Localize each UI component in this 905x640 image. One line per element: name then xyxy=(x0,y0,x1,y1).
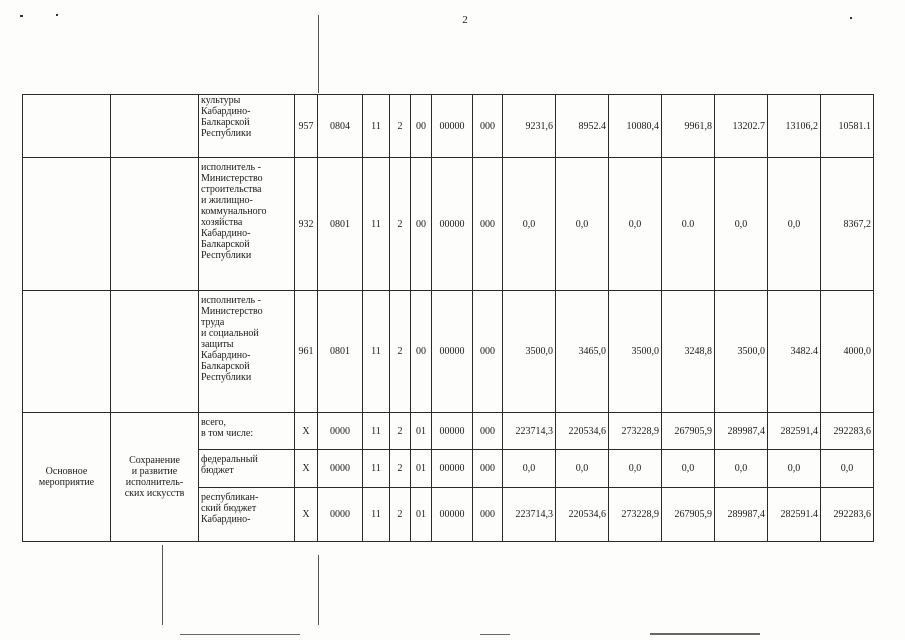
target-article-part: 00000 xyxy=(432,488,473,542)
empty-status-cell xyxy=(23,95,111,158)
scan-speck xyxy=(20,15,23,17)
target-article-part: 11 xyxy=(363,413,390,450)
value-cell: 273228,9 xyxy=(609,488,662,542)
target-article-part: 2 xyxy=(390,95,411,158)
value-cell: 3465,0 xyxy=(556,291,609,413)
target-article-part: 00000 xyxy=(432,450,473,488)
target-article-part: 2 xyxy=(390,488,411,542)
value-cell: 292283,6 xyxy=(821,488,874,542)
value-cell: 13202.7 xyxy=(715,95,768,158)
table-row xyxy=(23,95,874,158)
table-row xyxy=(23,413,874,450)
page-number: 2 xyxy=(462,14,468,26)
value-cell: 0,0 xyxy=(556,450,609,488)
expense-type-code: 000 xyxy=(473,413,503,450)
rzpr-code: 0801 xyxy=(318,158,363,291)
value-cell: 0.0 xyxy=(662,158,715,291)
target-article-part: 01 xyxy=(411,488,432,542)
scan-speck xyxy=(850,17,852,19)
value-cell: 267905,9 xyxy=(662,413,715,450)
value-cell: 267905,9 xyxy=(662,488,715,542)
target-article-part: 00000 xyxy=(432,291,473,413)
value-cell: 223714,3 xyxy=(503,488,556,542)
rzpr-code: 0000 xyxy=(318,488,363,542)
target-article-part: 00 xyxy=(411,158,432,291)
expense-type-code: 000 xyxy=(473,158,503,291)
value-cell: 0,0 xyxy=(662,450,715,488)
value-cell: 282591,4 xyxy=(768,413,821,450)
value-cell: 0,0 xyxy=(609,450,662,488)
target-article-part: 2 xyxy=(390,450,411,488)
value-cell: 282591.4 xyxy=(768,488,821,542)
scan-edge-line xyxy=(180,634,300,635)
empty-name-cell xyxy=(111,291,199,413)
scan-fold-line xyxy=(318,555,319,625)
value-cell: 223714,3 xyxy=(503,413,556,450)
value-cell: 3500,0 xyxy=(715,291,768,413)
value-cell: 0,0 xyxy=(503,158,556,291)
value-cell: 3248,8 xyxy=(662,291,715,413)
target-article-part: 11 xyxy=(363,95,390,158)
value-cell: 0,0 xyxy=(715,450,768,488)
target-article-part: 01 xyxy=(411,413,432,450)
target-article-part: 2 xyxy=(390,413,411,450)
table-row xyxy=(23,158,874,291)
value-cell: 9961,8 xyxy=(662,95,715,158)
empty-status-cell xyxy=(23,291,111,413)
empty-status-cell xyxy=(23,158,111,291)
rzpr-code: 0000 xyxy=(318,450,363,488)
value-cell: 220534,6 xyxy=(556,413,609,450)
empty-name-cell xyxy=(111,95,199,158)
grbs-code: Х xyxy=(295,450,318,488)
value-cell: 8367,2 xyxy=(821,158,874,291)
rzpr-code: 0804 xyxy=(318,95,363,158)
scan-edge-line xyxy=(650,633,760,635)
target-article-part: 2 xyxy=(390,158,411,291)
target-article-part: 11 xyxy=(363,291,390,413)
value-cell: 4000,0 xyxy=(821,291,874,413)
scan-fold-line xyxy=(162,545,163,625)
event-status-cell: Основное мероприятие xyxy=(23,413,111,542)
funding-source-label: республикан- ский бюджет Кабардино- xyxy=(199,488,295,542)
empty-name-cell xyxy=(111,158,199,291)
value-cell: 3482.4 xyxy=(768,291,821,413)
target-article-part: 11 xyxy=(363,450,390,488)
scan-fold-line xyxy=(318,15,319,93)
target-article-part: 2 xyxy=(390,291,411,413)
target-article-part: 11 xyxy=(363,158,390,291)
value-cell: 0,0 xyxy=(768,450,821,488)
expense-type-code: 000 xyxy=(473,95,503,158)
scan-edge-line xyxy=(480,634,510,635)
grbs-code: Х xyxy=(295,488,318,542)
value-cell: 13106,2 xyxy=(768,95,821,158)
value-cell: 10080,4 xyxy=(609,95,662,158)
target-article-part: 00 xyxy=(411,291,432,413)
expense-type-code: 000 xyxy=(473,291,503,413)
value-cell: 289987,4 xyxy=(715,488,768,542)
executor-description: культуры Кабардино- Балкарской Республики xyxy=(199,95,295,158)
grbs-code: 961 xyxy=(295,291,318,413)
value-cell: 0,0 xyxy=(609,158,662,291)
value-cell: 8952.4 xyxy=(556,95,609,158)
value-cell: 3500,0 xyxy=(609,291,662,413)
event-name-cell: Сохранение и развитие исполнитель- ских искусств xyxy=(111,413,199,542)
table-row xyxy=(23,291,874,413)
value-cell: 0,0 xyxy=(503,450,556,488)
value-cell: 289987,4 xyxy=(715,413,768,450)
value-cell: 9231,6 xyxy=(503,95,556,158)
target-article-part: 11 xyxy=(363,488,390,542)
expense-type-code: 000 xyxy=(473,488,503,542)
budget-table xyxy=(22,94,874,542)
value-cell: 0,0 xyxy=(821,450,874,488)
funding-source-label: федеральный бюджет xyxy=(199,450,295,488)
rzpr-code: 0000 xyxy=(318,413,363,450)
target-article-part: 00000 xyxy=(432,413,473,450)
executor-description: исполнитель - Министерство труда и социальной защиты Кабардино- Балкарской Республики xyxy=(199,291,295,413)
grbs-code: Х xyxy=(295,413,318,450)
expense-type-code: 000 xyxy=(473,450,503,488)
target-article-part: 01 xyxy=(411,450,432,488)
value-cell: 10581.1 xyxy=(821,95,874,158)
target-article-part: 00000 xyxy=(432,158,473,291)
rzpr-code: 0801 xyxy=(318,291,363,413)
executor-description: исполнитель - Министерство строительства и жилищно- коммунального хозяйства Кабардино- Балкарской Республики xyxy=(199,158,295,291)
target-article-part: 00000 xyxy=(432,95,473,158)
value-cell: 0,0 xyxy=(556,158,609,291)
value-cell: 220534,6 xyxy=(556,488,609,542)
scan-speck xyxy=(56,14,58,16)
funding-source-label: всего, в том числе: xyxy=(199,413,295,450)
value-cell: 0,0 xyxy=(715,158,768,291)
value-cell: 3500,0 xyxy=(503,291,556,413)
value-cell: 0,0 xyxy=(768,158,821,291)
value-cell: 273228,9 xyxy=(609,413,662,450)
grbs-code: 957 xyxy=(295,95,318,158)
grbs-code: 932 xyxy=(295,158,318,291)
target-article-part: 00 xyxy=(411,95,432,158)
value-cell: 292283,6 xyxy=(821,413,874,450)
